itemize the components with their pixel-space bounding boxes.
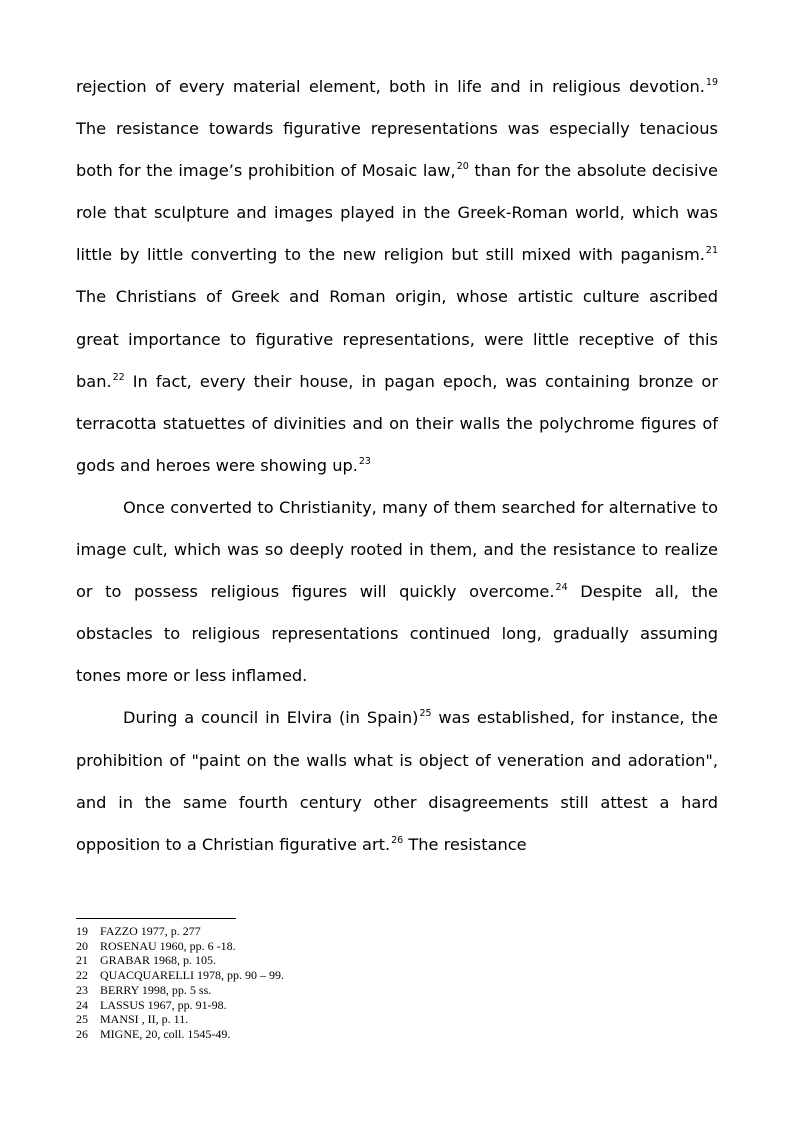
paragraph-1-text: The Christians of Greek and Roman origin, whose artistic culture ascribed great importance to figurative representations, were little receptive of this ban. — [76, 287, 718, 391]
footnote-ref-22[interactable]: 22 — [112, 371, 125, 383]
footnote-number: 21 — [76, 953, 88, 968]
paragraph-2-text: Once converted to Christianity, many of them searched for alternative to image cult, which was so deeply rooted in them, and the resistance to realize or to possess religious figures will quickly overcome. — [76, 497, 718, 602]
footnote-number: 26 — [76, 1026, 88, 1041]
footnote-text: FAZZO 1977, p. 277 — [100, 924, 201, 938]
paragraph-2-text: Despite all, the obstacles to religious representations continued long, gradually assuming tones more or less inflamed. — [76, 582, 719, 686]
footnote-text: LASSUS 1967, pp. 91-98. — [100, 997, 227, 1012]
paragraph-1-text: In fact, every their house, in pagan epoch, was containing bronze or terracotta statuettes of divinities and on their walls the polychrome figures of gods and heroes were showing up. — [76, 371, 718, 475]
paragraph-1-text: than for the absolute decisive role that sculpture and images played in the Greek-Roman world, which was little by little converting to the new religion but still mixed with paganism. — [76, 161, 718, 265]
body-text — [76, 66, 718, 866]
footnote-item — [76, 983, 718, 998]
paragraph-3-text: During a council in Elvira (in Spain) — [123, 708, 419, 728]
footnote-text: BERRY 1998, pp. 5 ss. — [100, 982, 212, 997]
footnote-ref-25[interactable]: 25 — [419, 708, 432, 720]
paragraph-3-text: The resistance — [403, 834, 527, 854]
footnote-item — [76, 939, 718, 954]
paragraph-1-text: The resistance towards figurative representations was especially tenacious both for the image’s prohibition of Mosaic law, — [76, 119, 718, 181]
footnote-number: 25 — [76, 1012, 88, 1027]
footnote-ref-20[interactable]: 20 — [456, 161, 469, 173]
footnote-text: MIGNE, 20, coll. 1545-49. — [100, 1026, 231, 1041]
footnote-item — [76, 1012, 718, 1027]
paragraph-3-text: was established, for instance, the prohibition of "paint on the walls what is object of veneration and adoration", and in the same fourth century other disagreements still attest a hard opposition to a Christian figurative art. — [76, 708, 719, 854]
paragraph-1-text: rejection of every material element, both in life and in religious devotion. — [76, 77, 705, 96]
footnote-text: MANSI , II, p. 11. — [100, 1012, 189, 1027]
footnote-number: 23 — [76, 982, 88, 997]
footnotes-list — [76, 924, 718, 1042]
paragraph-1 — [76, 66, 718, 487]
footnote-text: ROSENAU 1960, pp. 6 -18. — [100, 938, 236, 953]
footnote-ref-24[interactable]: 24 — [555, 582, 568, 593]
footnote-text: QUACQUARELLI 1978, pp. 90 – 99. — [100, 968, 284, 983]
paragraph-3 — [76, 697, 718, 865]
footnote-number: 19 — [76, 924, 88, 938]
footnote-item — [76, 998, 718, 1013]
footnote-item — [76, 968, 718, 983]
footnote-ref-23[interactable]: 23 — [358, 455, 371, 467]
footnote-number: 22 — [76, 968, 88, 983]
footnote-item — [76, 1027, 718, 1042]
footnote-ref-21[interactable]: 21 — [705, 245, 718, 257]
footnote-ref-19[interactable]: 19 — [705, 76, 718, 88]
paragraph-2 — [76, 487, 718, 697]
footnote-separator — [76, 918, 236, 919]
footnote-text: GRABAR 1968, p. 105. — [100, 953, 217, 968]
footnote-number: 20 — [76, 938, 88, 953]
footnote-item — [76, 953, 718, 968]
footnote-number: 24 — [76, 997, 88, 1012]
footnote-ref-26[interactable]: 26 — [391, 834, 404, 846]
footnote-item — [76, 924, 718, 939]
